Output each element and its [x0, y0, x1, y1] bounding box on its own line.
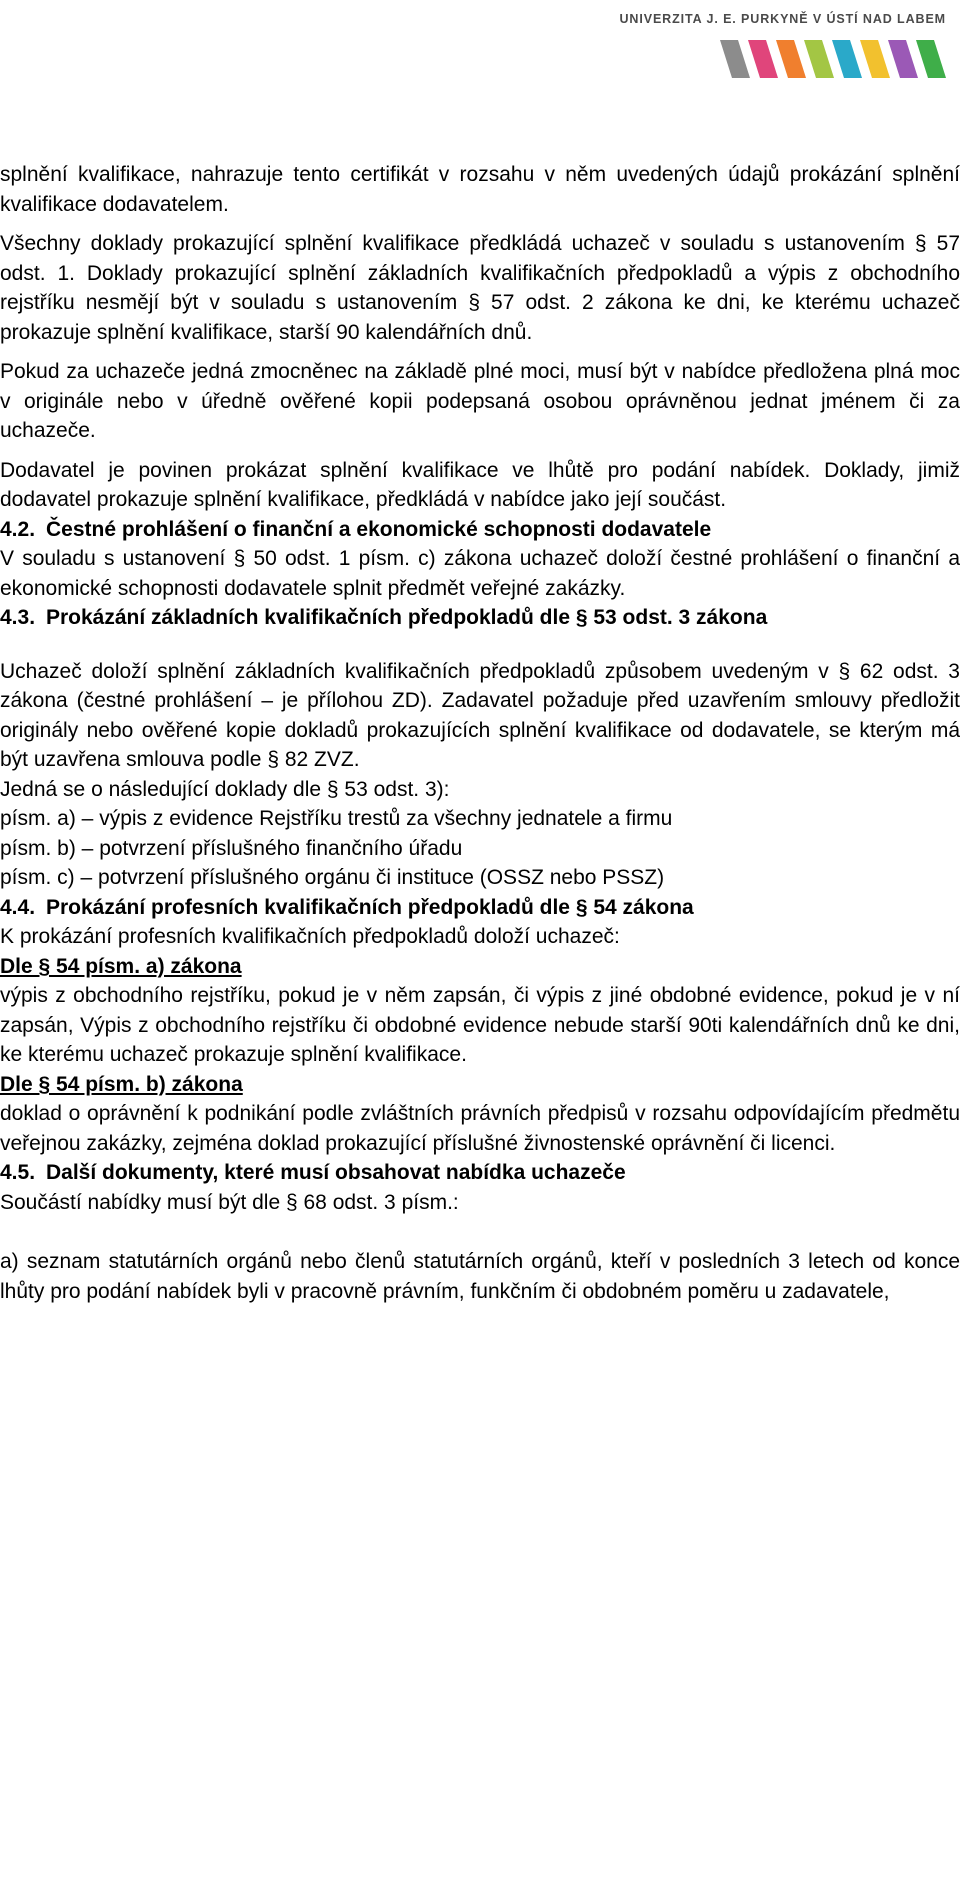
- subsection-b-text: doklad o oprávnění k podnikání podle zvláštních právních předpisů v rozsahu odpovídajícím předmětu veřejnou zakázky, zejména doklad prokazující příslušné živnostenské oprávnění či licenci.: [0, 1102, 960, 1155]
- university-logo: [619, 6, 956, 84]
- section-number: 4.3.: [0, 606, 36, 629]
- section-4-4-intro: K prokázání profesních kvalifikačních předpokladů doloží uchazeč:: [0, 925, 620, 948]
- document-page: [0, 160, 960, 1306]
- logo-stripe: [776, 40, 806, 78]
- logo-text: UNIVERZITA J. E. PURKYNĚ V ÚSTÍ NAD LABEM: [619, 12, 946, 26]
- section-4-4-heading: [0, 893, 960, 923]
- logo-stripe: [720, 40, 750, 78]
- paragraph-deadline: Dodavatel je povinen prokázat splnění kvalifikace ve lhůtě pro podání nabídek. Doklady, jimiž dodavatel prokazuje splnění kvalifikace, předkládá v nabídce jako její součást.: [0, 458, 960, 511]
- logo-stripe: [748, 40, 778, 78]
- section-number: 4.4.: [0, 895, 36, 919]
- logo-stripe: [888, 40, 918, 78]
- logo-stripe: [804, 40, 834, 78]
- paragraph-documents: Všechny doklady prokazující splnění kvalifikace předkládá uchazeč v souladu s ustanovením § 57 odst. 1. Doklady prokazující splnění základních kvalifikačních předpokladů a výpis z obchodního rejstříku nesmějí být v souladu s ustanovením § 57 odst. 2 zákona ke dni, ke kterému uchazeč prokazuje splnění kvalifikace, starší 90 kalendářních dnů.: [0, 232, 960, 344]
- section-4-3-text: Uchazeč doloží splnění základních kvalifikačních předpokladů způsobem uvedeným v § 62 odst. 3 zákona (čestné prohlášení – je přílohou ZD). Zadavatel požaduje před uzavřením smlouvy předložit originály nebo ověřené kopie dokladů prokazujících splnění kvalifikace od dodavatele, se kterým má být uzavřena smlouva podle § 82 ZVZ.: [0, 659, 960, 771]
- logo-stripes-icon: [712, 36, 948, 82]
- section-4-3-heading: [0, 603, 960, 633]
- section-number: 4.5.: [0, 1161, 36, 1184]
- logo-stripe: [916, 40, 946, 78]
- section-title: Prokázání profesních kvalifikačních předpokladů dle § 54 zákona: [46, 895, 694, 919]
- subsection-a-heading: Dle § 54 písm. a) zákona: [0, 954, 242, 978]
- section-title: Čestné prohlášení o finanční a ekonomické schopnosti dodavatele: [46, 517, 712, 541]
- list-item: písm. c) – potvrzení příslušného orgánu či instituce (OSSZ nebo PSSZ): [0, 866, 665, 889]
- section-number: 4.2.: [0, 517, 36, 541]
- list-item: písm. b) – potvrzení příslušného finančního úřadu: [0, 836, 463, 860]
- subsection-a-text: výpis z obchodního rejstříku, pokud je v něm zapsán, či výpis z jiné obdobné evidence, pokud je v ní zapsán, Výpis z obchodního rejstříku či obdobné evidence nebude starší 90ti kalendářních dnů ke dni, ke kterému uchazeč prokazuje splnění kvalifikace.: [0, 984, 960, 1066]
- paragraph-certificate: splnění kvalifikace, nahrazuje tento certifikát v rozsahu v něm uvedených údajů prokázání splnění kvalifikace dodavatelem.: [0, 163, 960, 216]
- section-title: Další dokumenty, které musí obsahovat nabídka uchazeče: [46, 1161, 626, 1184]
- section-4-5-intro: Součástí nabídky musí být dle § 68 odst. 3 písm.:: [0, 1190, 459, 1214]
- list-item: písm. a) – výpis z evidence Rejstříku trestů za všechny jednatele a firmu: [0, 807, 673, 830]
- section-4-5-item-a: a) seznam statutárních orgánů nebo členů statutárních orgánů, kteří v posledních 3 letech od konce lhůty pro podání nabídek byli v pracovně právním, funkčním či obdobném poměru u zadavatele,: [0, 1250, 960, 1303]
- section-4-5-heading: [0, 1158, 960, 1188]
- subsection-b-heading: Dle § 54 písm. b) zákona: [0, 1072, 243, 1096]
- logo-stripe: [832, 40, 862, 78]
- section-4-3-list-intro: Jedná se o následující doklady dle § 53 odst. 3):: [0, 777, 450, 801]
- paragraph-proxy: Pokud za uchazeče jedná zmocněnec na základě plné moci, musí být v nabídce předložena plná moc v originále nebo v úředně ověřené kopii podepsaná osobou oprávněnou jednat jménem či za uchazeče.: [0, 360, 960, 442]
- section-4-2-text: V souladu s ustanovení § 50 odst. 1 písm. c) zákona uchazeč doloží čestné prohlášení o finanční a ekonomické schopnosti dodavatele splnit předmět veřejné zakázky.: [0, 547, 960, 600]
- logo-stripe: [860, 40, 890, 78]
- section-4-2-heading: [0, 515, 960, 545]
- section-title: Prokázání základních kvalifikačních předpokladů dle § 53 odst. 3 zákona: [46, 606, 768, 629]
